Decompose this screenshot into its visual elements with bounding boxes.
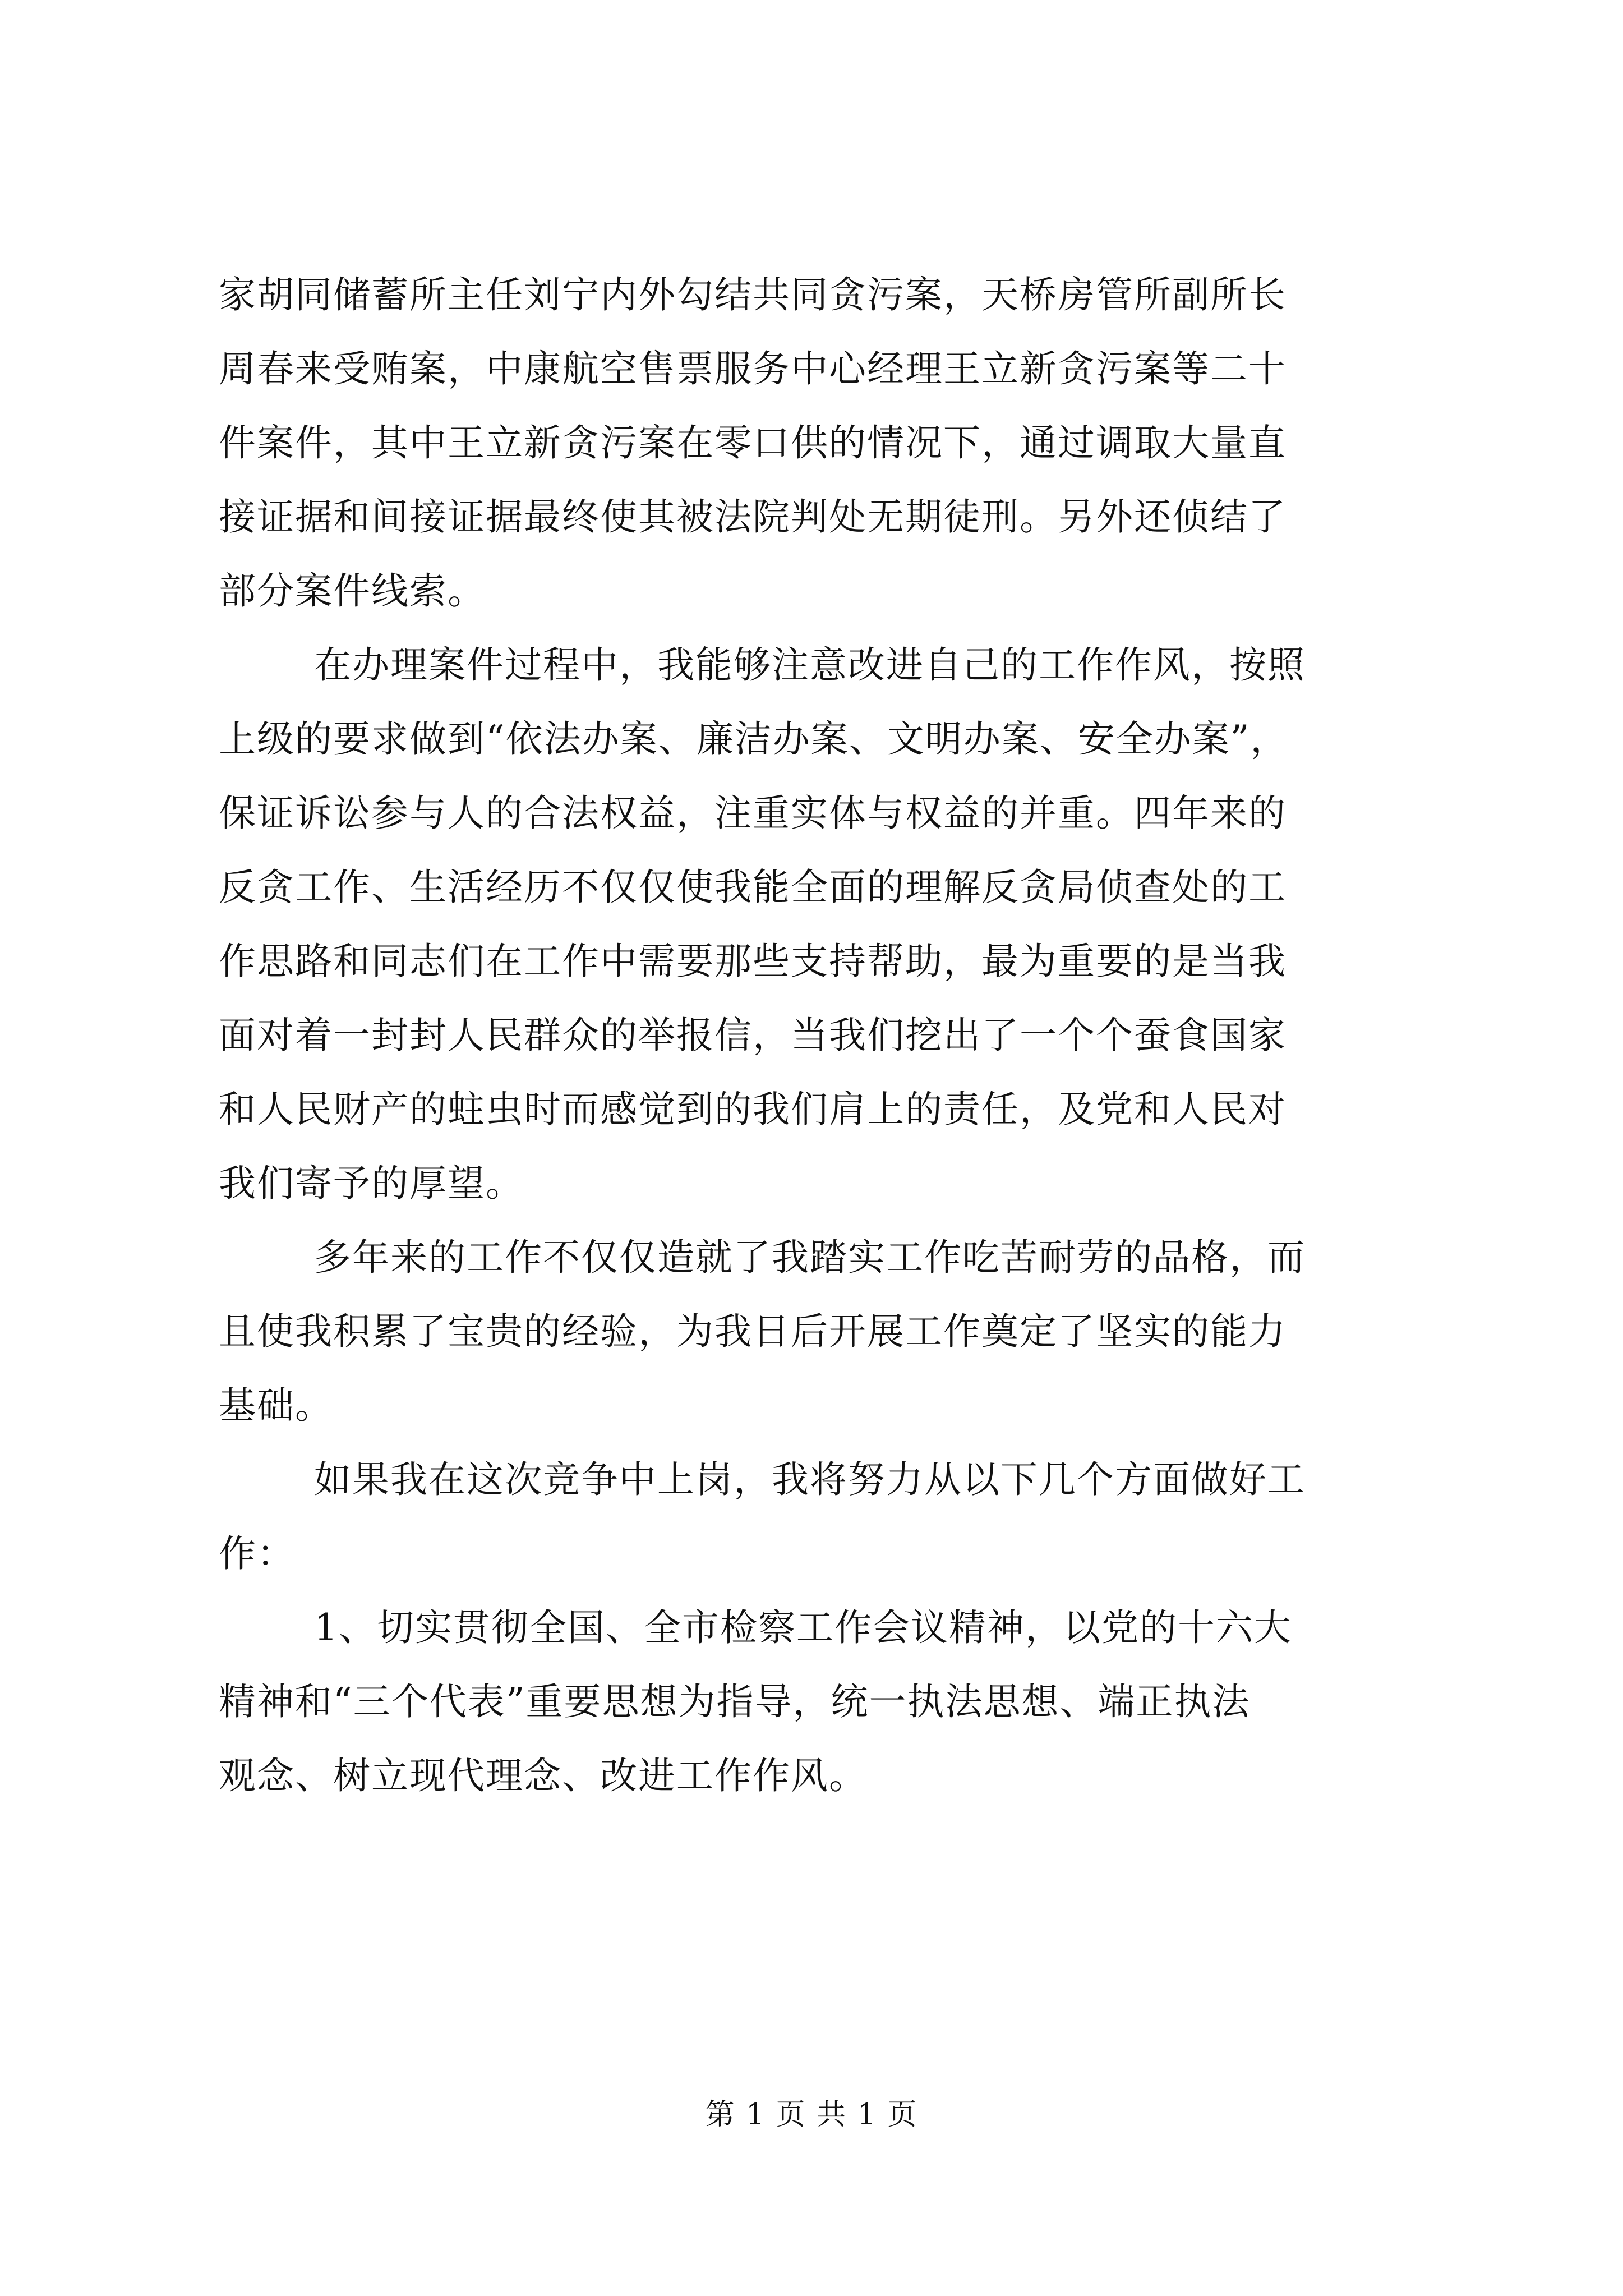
text-line: 周春来受贿案，中康航空售票服务中心经理王立新贪污案等二十 [219, 347, 1287, 390]
text-line: 部分案件线索。 [219, 569, 486, 613]
body-text [219, 258, 1413, 1813]
text-line: 保证诉讼参与人的合法权益，注重实体与权益的并重。四年来的 [219, 792, 1287, 835]
text-line: 且使我积累了宝贵的经验，为我日后开展工作奠定了坚实的能力 [219, 1310, 1287, 1353]
page-footer: 第 1 页 共 1 页 [705, 2098, 918, 2132]
paragraph-start-line: 1、切实贯彻全国、全市检察工作会议精神，以党的十六大 [314, 1606, 1292, 1649]
text-line: 和人民财产的蛀虫时而感觉到的我们肩上的责任，及党和人民对 [219, 1088, 1287, 1131]
text-line: 反贪工作、生活经历不仅仅使我能全面的理解反贪局侦查处的工 [219, 866, 1287, 909]
paragraph-start-line: 多年来的工作不仅仅造就了我踏实工作吃苦耐劳的品格，而 [314, 1236, 1306, 1279]
text-line: 我们寄予的厚望。 [219, 1162, 524, 1205]
paragraph-start-line: 如果我在这次竞争中上岗，我将努力从以下几个方面做好工 [314, 1458, 1306, 1501]
text-line: 作思路和同志们在工作中需要那些支持帮助，最为重要的是当我 [219, 940, 1287, 983]
text-line: 基础。 [219, 1384, 333, 1427]
text-line: 观念、树立现代理念、改进工作作风。 [219, 1754, 867, 1797]
text-line: 上级的要求做到“依法办案、廉洁办案、文明办案、安全办案”， [219, 717, 1289, 761]
text-line: 面对着一封封人民群众的举报信，当我们挖出了一个个蚕食国家 [219, 1014, 1287, 1057]
text-line: 件案件，其中王立新贪污案在零口供的情况下，通过调取大量直 [219, 421, 1287, 464]
paragraph-start-line: 在办理案件过程中，我能够注意改进自己的工作作风，按照 [314, 643, 1306, 687]
text-line: 作： [219, 1532, 295, 1575]
text-line: 精神和“三个代表”重要思想为指导，统一执法思想、端正执法 [219, 1680, 1251, 1723]
text-line: 家胡同储蓄所主任刘宁内外勾结共同贪污案，天桥房管所副所长 [219, 273, 1287, 316]
text-line: 接证据和间接证据最终使其被法院判处无期徒刑。另外还侦结了 [219, 495, 1287, 539]
